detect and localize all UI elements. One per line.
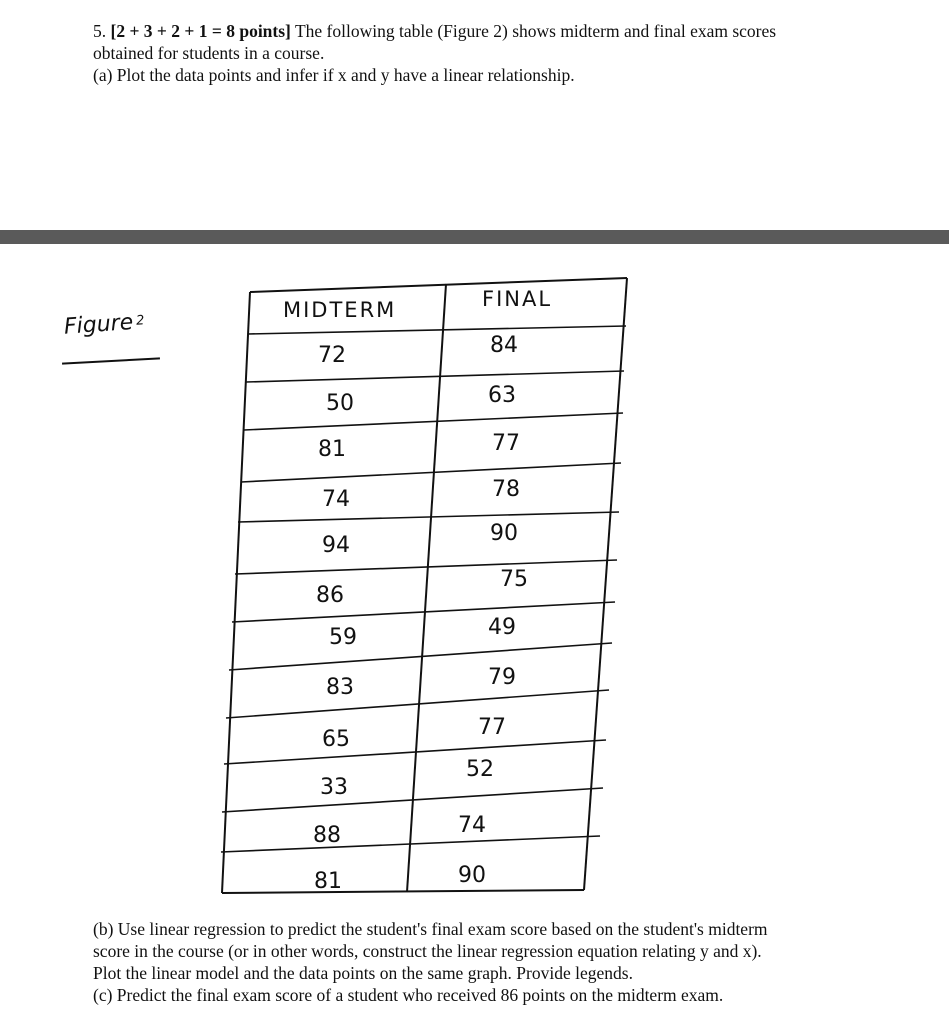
cell-final: 90 xyxy=(458,863,486,888)
table-right-border xyxy=(584,278,627,890)
cell-midterm: 83 xyxy=(326,675,354,700)
cell-midterm: 33 xyxy=(320,775,348,800)
question-followup xyxy=(93,918,893,1006)
question-number: 5. xyxy=(93,21,107,41)
cell-final: 63 xyxy=(488,383,516,408)
cell-final: 84 xyxy=(490,333,518,358)
cell-midterm: 81 xyxy=(318,437,346,462)
row-separator xyxy=(232,602,615,622)
table-top-border xyxy=(250,278,627,292)
row-separator xyxy=(241,463,621,482)
cell-final: 75 xyxy=(500,567,528,592)
cell-midterm: 72 xyxy=(318,343,346,368)
cell-midterm: 65 xyxy=(322,727,350,752)
cell-midterm: 81 xyxy=(314,869,342,894)
cell-final: 49 xyxy=(488,615,516,640)
cell-final: 77 xyxy=(492,431,520,456)
question-part-b-line2: score in the course (or in other words, construct the linear regression equation relating y and x). xyxy=(93,941,762,961)
header-final: FINAL xyxy=(482,287,553,311)
table-cells xyxy=(283,287,552,894)
cell-final: 78 xyxy=(492,477,520,502)
table-left-border xyxy=(222,292,250,893)
table-row-lines xyxy=(221,326,626,852)
cell-final: 74 xyxy=(458,813,486,838)
figure-label-text: Figure xyxy=(63,310,135,340)
cell-midterm: 94 xyxy=(322,533,350,558)
cell-midterm: 88 xyxy=(313,823,341,848)
cell-midterm: 86 xyxy=(316,583,344,608)
question-intro xyxy=(93,20,893,42)
cell-final: 90 xyxy=(490,521,518,546)
row-separator xyxy=(248,326,626,334)
score-table xyxy=(0,260,949,910)
cell-final: 79 xyxy=(488,665,516,690)
question-part-a: (a) Plot the data points and infer if x and y have a linear relationship. xyxy=(93,65,575,85)
question-intro-line2: obtained for students in a course. xyxy=(93,43,325,63)
cell-midterm: 50 xyxy=(326,391,354,416)
row-separator xyxy=(244,413,623,430)
table-bottom-border xyxy=(222,890,584,893)
header-midterm: MIDTERM xyxy=(283,298,397,322)
cell-final: 77 xyxy=(478,715,506,740)
cell-final: 52 xyxy=(466,757,494,782)
question-header xyxy=(93,20,893,86)
row-separator xyxy=(238,512,619,522)
cell-midterm: 59 xyxy=(329,625,357,650)
table-column-divider xyxy=(407,284,446,892)
question-part-b-line1: (b) Use linear regression to predict the student's final exam score based on the student's midterm xyxy=(93,919,768,939)
question-intro-line1: The following table (Figure 2) shows midterm and final exam scores xyxy=(294,21,777,41)
question-part-c: (c) Predict the final exam score of a student who received 86 points on the midterm exam. xyxy=(93,985,724,1005)
figure-label-number: 2 xyxy=(135,313,145,329)
cell-midterm: 74 xyxy=(322,487,350,512)
table-frame xyxy=(222,278,627,893)
row-separator xyxy=(235,560,617,574)
question-points: [2 + 3 + 2 + 1 = 8 points] xyxy=(110,21,291,41)
page-divider xyxy=(0,230,949,244)
row-separator xyxy=(246,371,624,382)
question-part-b-line3: Plot the linear model and the data points on the same graph. Provide legends. xyxy=(93,963,633,983)
